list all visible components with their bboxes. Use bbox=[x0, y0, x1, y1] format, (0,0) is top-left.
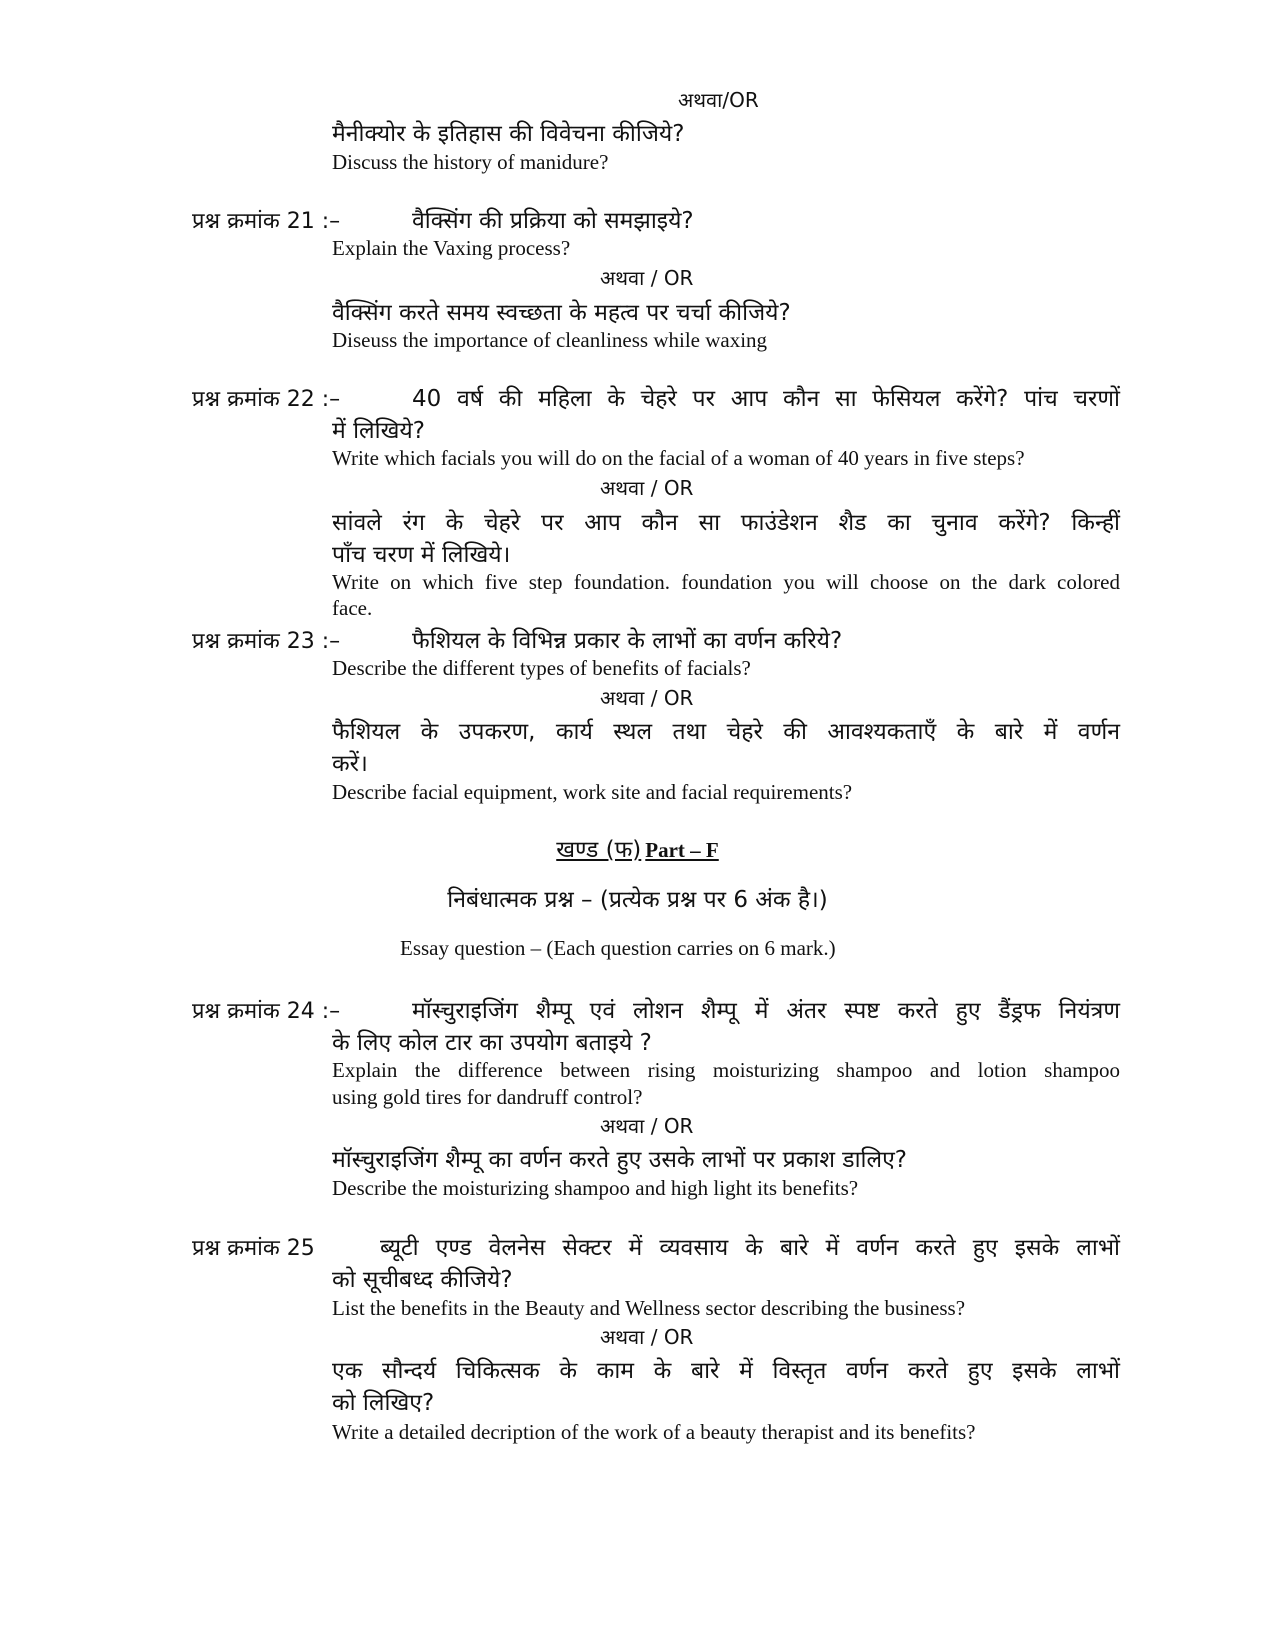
question-23-english: Describe the different types of benefits of facials? bbox=[332, 656, 751, 680]
question-number-22: प्रश्न क्रमांक 22 :– bbox=[192, 387, 341, 412]
question-25-hindi-line2: को सूचीबध्द कीजिये? bbox=[332, 1267, 513, 1293]
question-english: Discuss the history of manidure? bbox=[332, 150, 609, 174]
question-25-alt-hindi-line2: को लिखिए? bbox=[332, 1390, 435, 1416]
question-number-21: प्रश्न क्रमांक 21 :– bbox=[192, 209, 341, 234]
question-number-24: प्रश्न क्रमांक 24 :– bbox=[192, 999, 341, 1024]
question-21-alt-english: Diseuss the importance of cleanliness while waxing bbox=[332, 328, 768, 352]
question-23-hindi: फैशियल के विभिन्न प्रकार के लाभों का वर्णन करिये? bbox=[412, 628, 843, 654]
section-subtitle-english: Essay question – (Each question carries on 6 mark.) bbox=[400, 936, 836, 960]
or-separator: अथवा / OR bbox=[600, 1114, 694, 1138]
question-22-alt-english-line1: Write on which five step foundation. foundation you will choose on the dark colored bbox=[332, 570, 1120, 594]
question-21-english: Explain the Vaxing process? bbox=[332, 236, 571, 260]
question-22-english: Write which facials you will do on the facial of a woman of 40 years in five steps? bbox=[332, 446, 1025, 470]
question-number-23: प्रश्न क्रमांक 23 :– bbox=[192, 629, 341, 654]
section-subtitle-hindi: निबंधात्मक प्रश्न – (प्रत्येक प्रश्न पर 6 अंक है।) bbox=[447, 887, 828, 913]
question-number-25: प्रश्न क्रमांक 25 bbox=[192, 1236, 315, 1261]
question-24-hindi-line2: के लिए कोल टार का उपयोग बताइये ? bbox=[332, 1030, 652, 1056]
question-24-hindi-line1: मॉस्चुराइजिंग शैम्पू एवं लोशन शैम्पू में अंतर स्पष्ट करते हुए डैंड्रफ नियंत्रण bbox=[412, 998, 1120, 1024]
section-heading bbox=[0, 832, 1275, 864]
question-24-alt-hindi: मॉस्चुराइजिंग शैम्पू का वर्णन करते हुए उसके लाभों पर प्रकाश डालिए? bbox=[332, 1147, 908, 1173]
section-heading-hindi: खण्ड (फ) bbox=[556, 837, 642, 863]
or-separator: अथवा / OR bbox=[600, 686, 694, 710]
or-separator: अथवा / OR bbox=[600, 266, 694, 290]
or-separator: अथवा / OR bbox=[600, 1325, 694, 1349]
question-22-alt-hindi-line2: पाँच चरण में लिखिये। bbox=[332, 542, 511, 568]
question-25-hindi-line1: ब्यूटी एण्ड वेलनेस सेक्टर में व्यवसाय के बारे में वर्णन करते हुए इसके लाभों bbox=[380, 1235, 1120, 1261]
question-24-alt-english: Describe the moisturizing shampoo and high light its benefits? bbox=[332, 1176, 859, 1200]
question-21-hindi: वैक्सिंग की प्रक्रिया को समझाइये? bbox=[412, 208, 694, 234]
question-22-alt-hindi-line1: सांवले रंग के चेहरे पर आप कौन सा फाउंडेशन शैड का चुनाव करेंगे? किन्हीं bbox=[332, 510, 1120, 536]
question-24-english-line1: Explain the difference between rising moisturizing shampoo and lotion shampoo bbox=[332, 1058, 1120, 1082]
question-25-alt-hindi-line1: एक सौन्दर्य चिकित्सक के काम के बारे में विस्तृत वर्णन करते हुए इसके लाभों bbox=[332, 1358, 1120, 1384]
question-23-alt-hindi-line1: फैशियल के उपकरण, कार्य स्थल तथा चेहरे की आवश्यकताएँ के बारे में वर्णन bbox=[332, 719, 1120, 745]
section-heading-english: Part – F bbox=[645, 838, 719, 862]
question-hindi: मैनीक्योर के इतिहास की विवेचना कीजिये? bbox=[332, 121, 685, 147]
question-25-alt-english: Write a detailed decription of the work of a beauty therapist and its benefits? bbox=[332, 1420, 976, 1444]
question-21-alt-hindi: वैक्सिंग करते समय स्वच्छता के महत्व पर चर्चा कीजिये? bbox=[332, 300, 791, 326]
question-24-english-line2: using gold tires for dandruff control? bbox=[332, 1085, 643, 1109]
question-25-english: List the benefits in the Beauty and Wellness sector describing the business? bbox=[332, 1296, 966, 1320]
question-23-alt-hindi-line2: करें। bbox=[332, 751, 368, 777]
or-separator: अथवा / OR bbox=[600, 476, 694, 500]
question-23-alt-english: Describe facial equipment, work site and facial requirements? bbox=[332, 780, 853, 804]
question-22-hindi-line2: में लिखिये? bbox=[332, 418, 425, 444]
or-separator: अथवा/OR bbox=[678, 88, 759, 112]
question-22-alt-english-line2: face. bbox=[332, 596, 373, 620]
question-22-hindi-line1: 40 वर्ष की महिला के चेहरे पर आप कौन सा फेसियल करेंगे? पांच चरणों bbox=[412, 386, 1120, 412]
